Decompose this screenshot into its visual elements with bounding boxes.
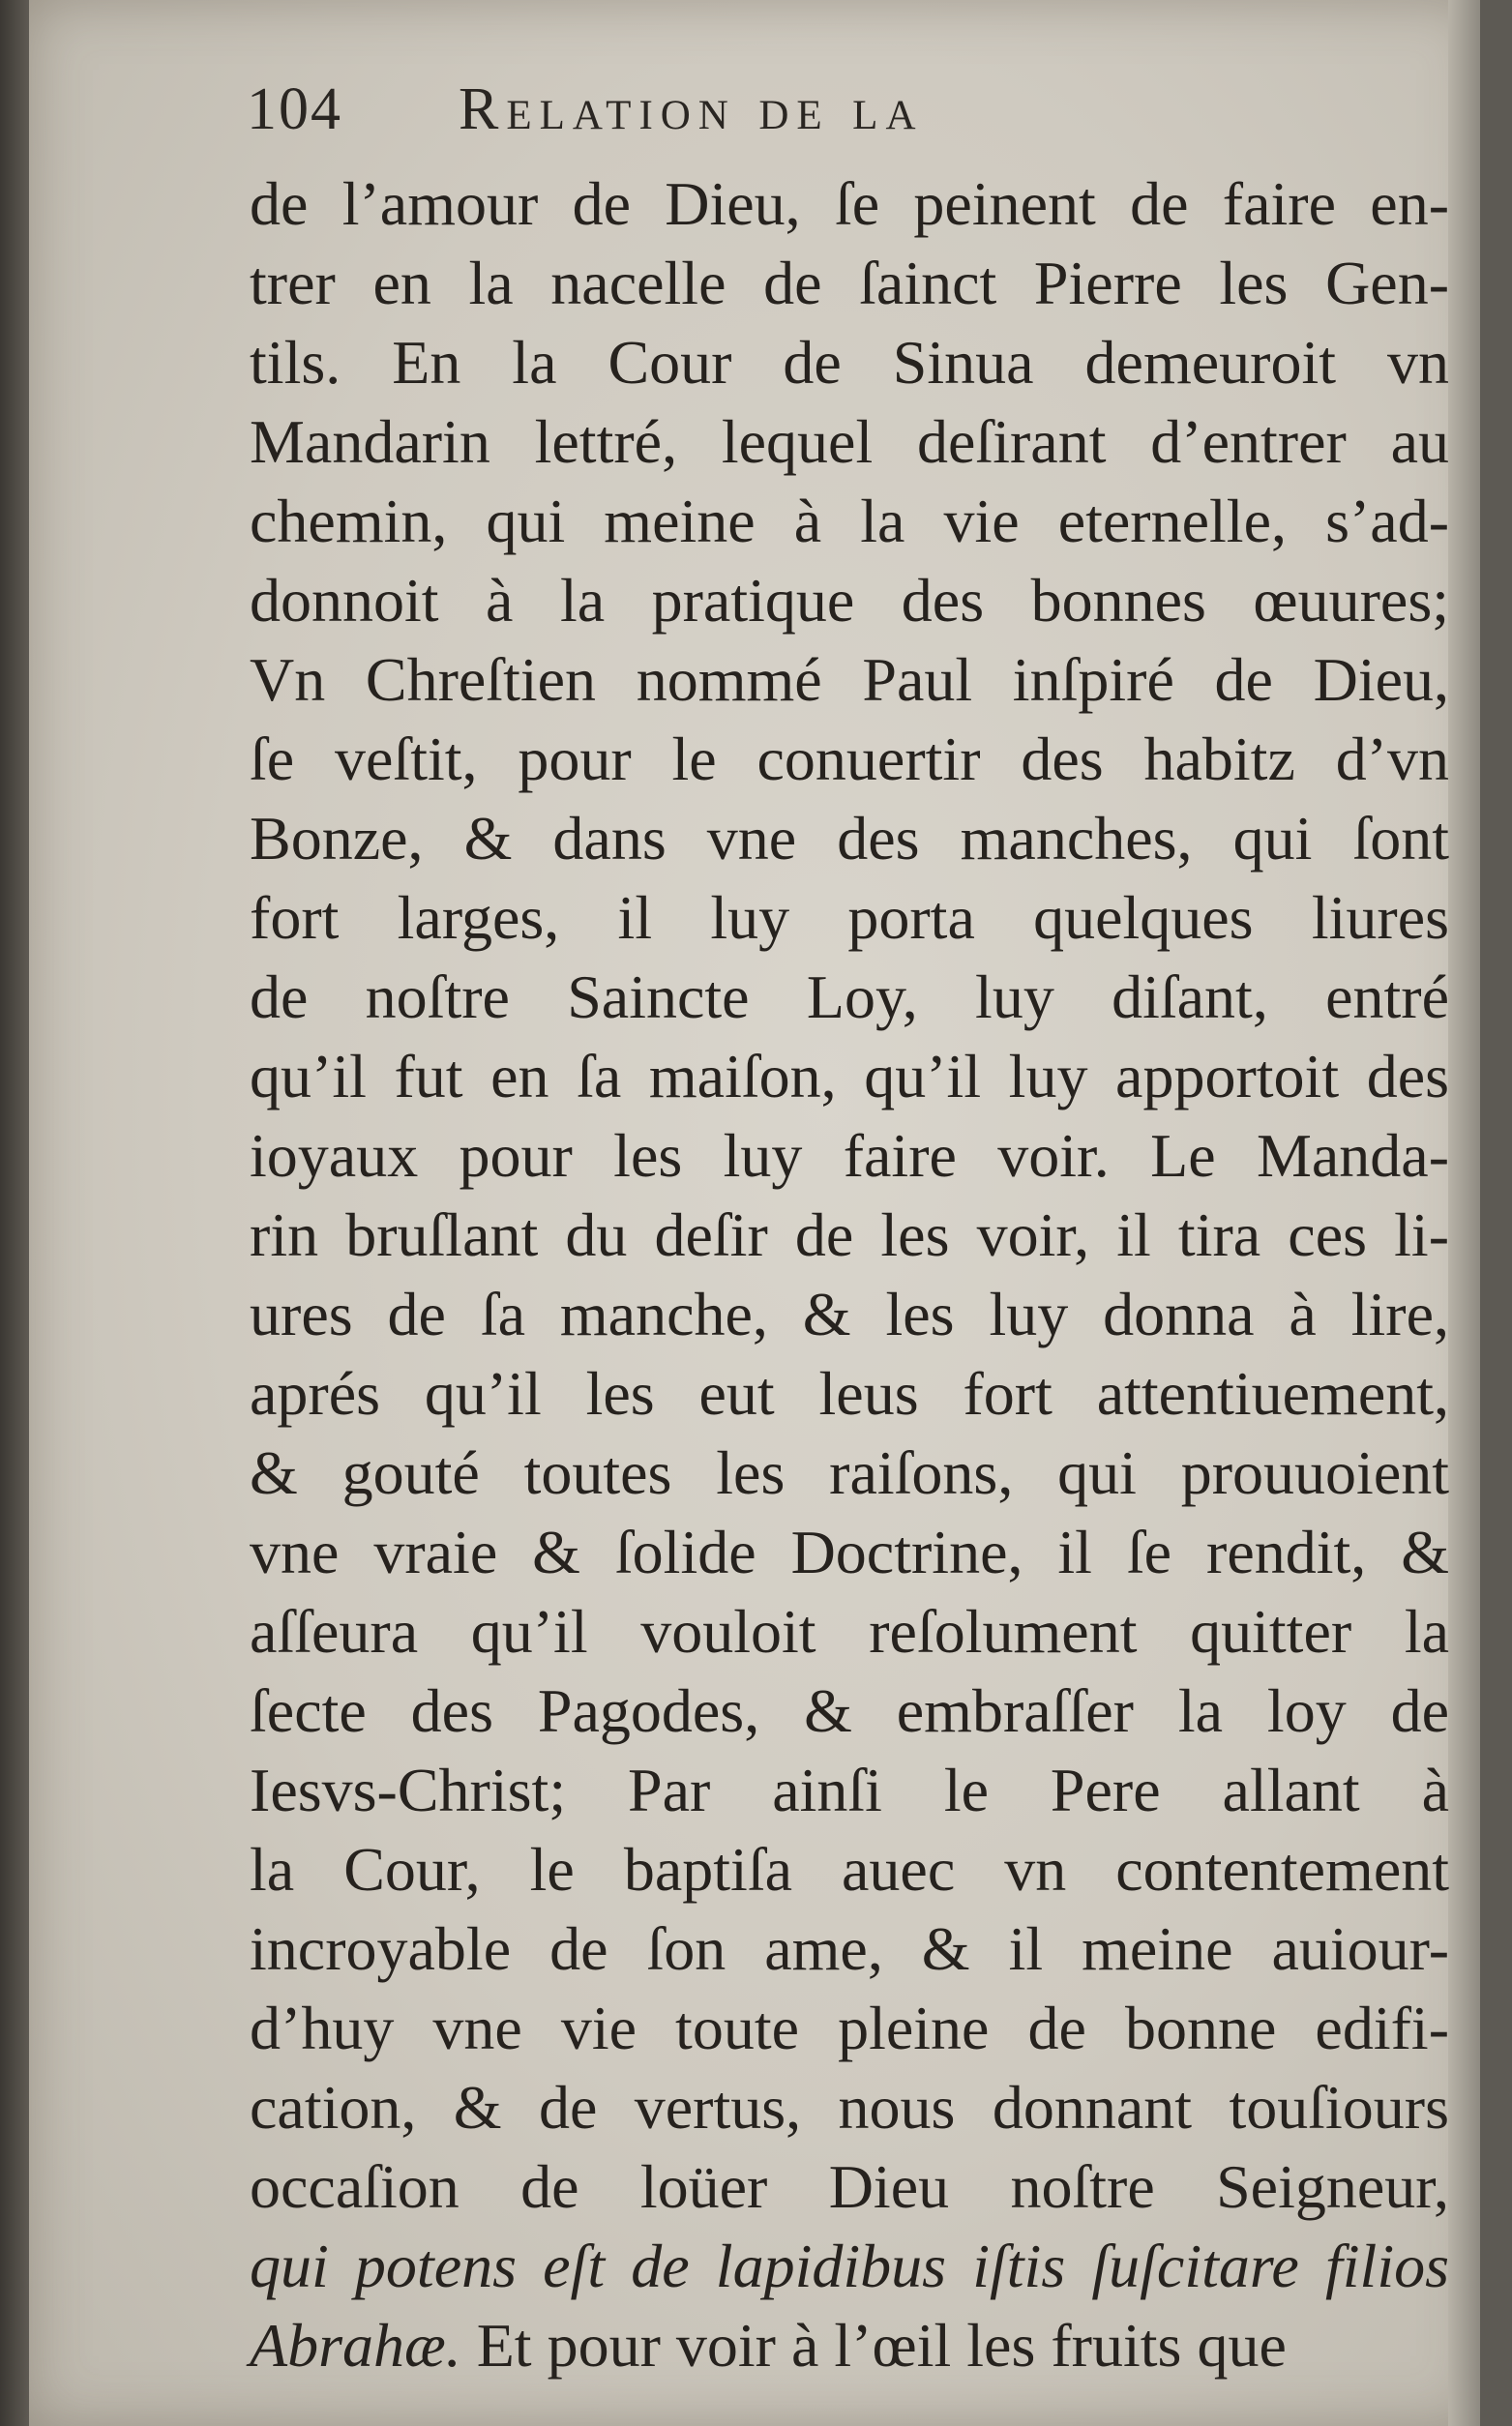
text-line: d’huy vne vie toute pleine de bonne edifi- bbox=[250, 1994, 1449, 2062]
text-line: donnoit à la pratique des bonnes œuures; bbox=[250, 566, 1449, 635]
text-line: ioyaux pour les luy faire voir. Le Manda- bbox=[250, 1121, 1449, 1190]
text-line: Mandarin lettré, lequel deſirant d’entrer au bbox=[250, 407, 1449, 476]
text-line: rin bruſlant du deſir de les voir, il tira ces li- bbox=[250, 1200, 1449, 1269]
text-line: cation, & de vertus, nous donnant touſiours bbox=[250, 2073, 1449, 2142]
body-text bbox=[250, 164, 1449, 2385]
text-line: aſſeura qu’il vouloit reſolument quitter la bbox=[250, 1597, 1449, 1666]
page-header bbox=[247, 75, 924, 144]
text-line: incroyable de ſon ame, & il meine auiour- bbox=[250, 1914, 1449, 1983]
text-line: vne vraie & ſolide Doctrine, il ſe rendit, & bbox=[250, 1518, 1449, 1586]
text-line: de noſtre Saincte Loy, luy diſant, entré bbox=[250, 962, 1449, 1031]
text-line: ures de ſa manche, & les luy donna à lire, bbox=[250, 1280, 1449, 1348]
text-line-remainder: Et pour voir à l’œil les fruits que bbox=[460, 2311, 1287, 2380]
text-line: Vn Chreſtien nommé Paul inſpiré de Dieu, bbox=[250, 645, 1449, 714]
text-line: la Cour, le baptiſa auec vn contentement bbox=[250, 1835, 1449, 1904]
text-line: chemin, qui meine à la vie eternelle, s’ad- bbox=[250, 487, 1449, 555]
text-line-final bbox=[250, 2306, 1449, 2385]
text-line: qu’il fut en ſa maiſon, qu’il luy apportoit des bbox=[250, 1042, 1449, 1110]
text-line: tils. En la Cour de Sinua demeuroit vn bbox=[250, 328, 1449, 397]
running-title: Relation de la bbox=[459, 76, 924, 142]
text-line: aprés qu’il les eut leus fort attentiuement, bbox=[250, 1359, 1449, 1428]
latin-quotation-line: qui potens eſt de lapidibus iſtis ſuſcitare filios bbox=[250, 2232, 1449, 2300]
text-line: Bonze, & dans vne des manches, qui ſont bbox=[250, 804, 1449, 873]
text-line: occaſion de loüer Dieu noſtre Seigneur, bbox=[250, 2152, 1449, 2221]
text-line: Iesvs-Christ; Par ainſi le Pere allant à bbox=[250, 1756, 1449, 1824]
text-line: & gouté toutes les raiſons, qui prouuoient bbox=[250, 1438, 1449, 1507]
page-edge bbox=[1448, 0, 1480, 2426]
text-line: fort larges, il luy porta quelques liures bbox=[250, 883, 1449, 952]
page-number: 104 bbox=[247, 76, 342, 142]
text-line: de l’amour de Dieu, ſe peinent de faire en- bbox=[250, 169, 1449, 238]
text-line: ſecte des Pagodes, & embraſſer la loy de bbox=[250, 1676, 1449, 1745]
text-line: trer en la nacelle de ſainct Pierre les Gen- bbox=[250, 249, 1449, 317]
text-line: ſe veſtit, pour le conuertir des habitz d’vn bbox=[250, 725, 1449, 793]
latin-name: Abrahæ. bbox=[250, 2311, 461, 2380]
